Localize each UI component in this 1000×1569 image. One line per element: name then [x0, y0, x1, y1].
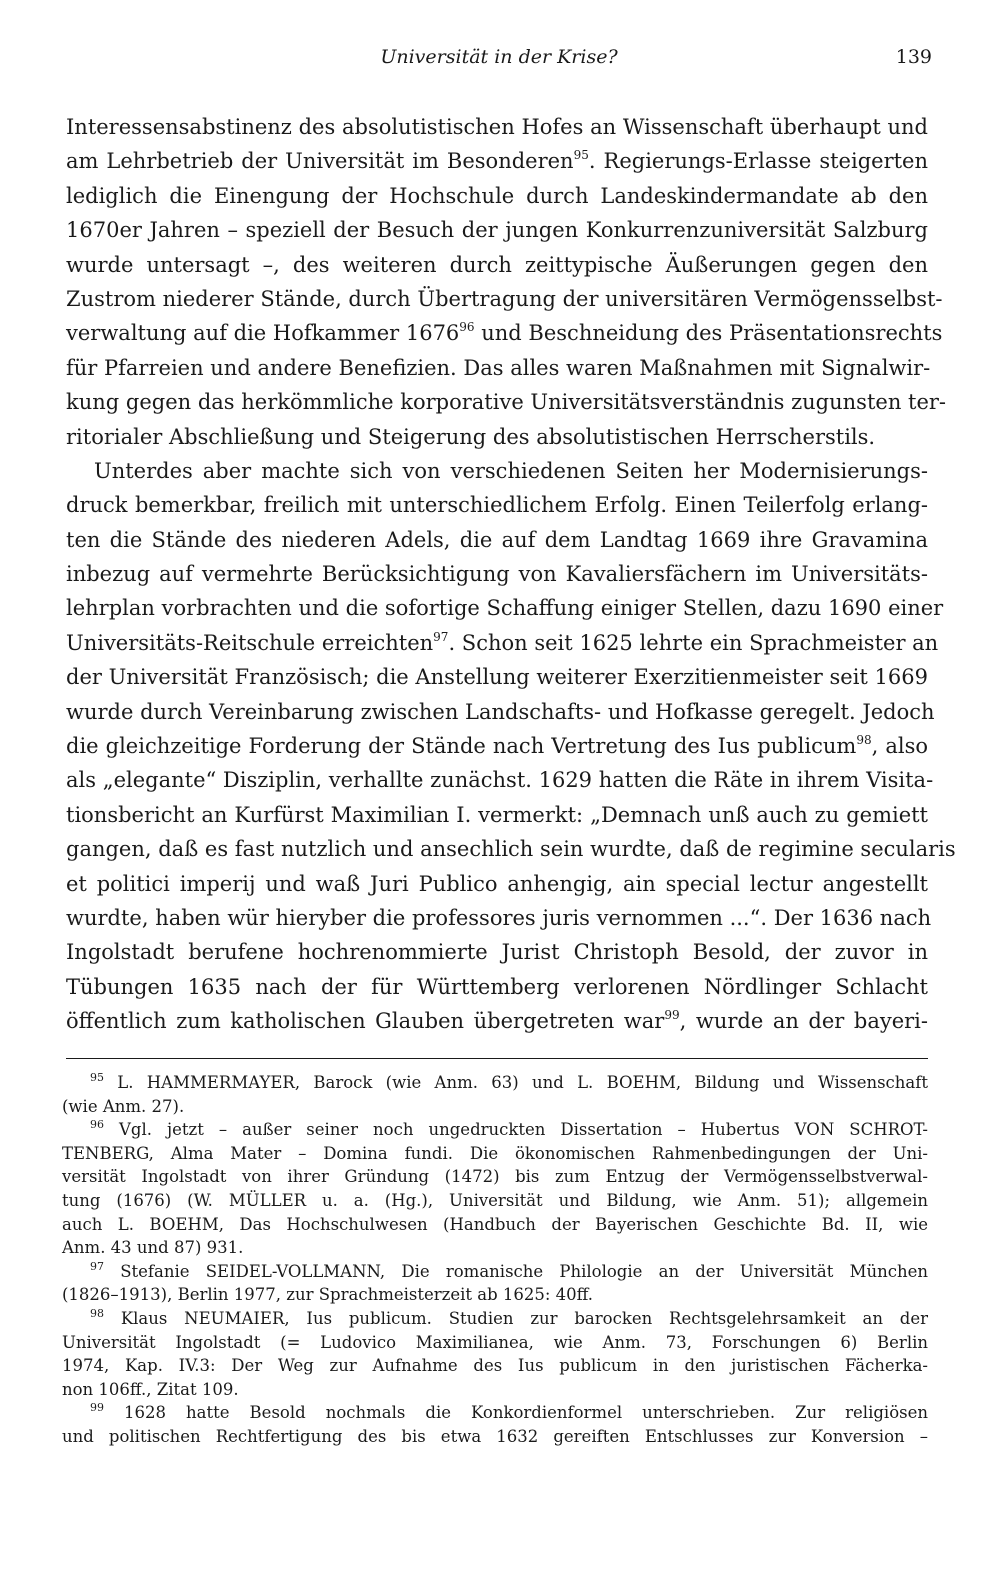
page-number: 139 [895, 46, 932, 68]
running-head [66, 42, 932, 72]
footnote-rule [66, 1058, 928, 1059]
body-line: inbezug auf vermehrte Berücksichtigung von Kavaliersfächern im Universitäts- [66, 562, 928, 587]
body-line: wurde durch Vereinbarung zwischen Landschafts- und Hofkasse geregelt. Jedoch [66, 699, 935, 724]
body-line: Zustrom niederer Stände, durch Übertragung der universitären Vermögensselbst- [66, 286, 943, 311]
running-title: Universität in der Krise? [380, 46, 618, 68]
body-line: Unterdes aber machte sich von verschiedenen Seiten her Modernisierungs- [94, 458, 928, 483]
footnote-line: Universität Ingolstadt (= Ludovico Maximilianea, wie Anm. 73, Forschungen 6) Berlin [62, 1332, 928, 1352]
body-line: Tübungen 1635 nach der für Württemberg verlorenen Nördlinger Schlacht [66, 974, 928, 999]
body-line: Universitäts-Reitschule erreichten$^{97}$. Schon seit 1625 lehrte ein Sprachmeister an [66, 629, 939, 655]
footnote-line: auch L. BOEHM, Das Hochschulwesen (Handbuch der Bayerischen Geschichte Bd. II, wie [62, 1214, 928, 1234]
footnote-ref: 98 [856, 733, 872, 748]
footnotes [62, 1071, 928, 1449]
body-line: 1670er Jahren – speziell der Besuch der jungen Konkurrenzuniversität Salzburg [66, 218, 928, 243]
body-text [66, 110, 956, 1039]
body-line: ritorialer Abschließung und Steigerung des absolutistischen Herrscherstils. [66, 424, 876, 449]
footnote-95: $^{95}$ L. HAMMERMAYER, Barock (wie Anm. 63) und L. BOEHM, Bildung und Wissenschaft [90, 1071, 928, 1092]
body-line: für Pfarreien und andere Benefizien. Das alles waren Maßnahmen mit Signalwir- [66, 355, 931, 380]
footnote-line: versität Ingolstadt von ihrer Gründung (1472) bis zum Entzug der Vermögensselbstverwal- [62, 1167, 928, 1187]
footnote-ref: 96 [459, 320, 475, 335]
body-line: et politici imperij und waß Juri Publico anhengig, ain special lectur angestellt [66, 871, 928, 896]
footnote-line: und politischen Rechtfertigung des bis etwa 1632 gereiften Entschlusses zur Konversion – [62, 1426, 928, 1446]
body-line: der Universität Französisch; die Anstellung weiterer Exerzitienmeister seit 1669 [66, 665, 928, 690]
body-line: als „elegante“ Disziplin, verhallte zunächst. 1629 hatten die Räte in ihrem Visita- [66, 768, 934, 793]
footnote-line: (wie Anm. 27). [62, 1096, 185, 1116]
footnote-line: (1826–1913), Berlin 1977, zur Sprachmeisterzeit ab 1625: 40ff. [62, 1285, 594, 1305]
body-line: wurdte, haben wür hieryber die professores juris vernommen ...“. Der 1636 nach [66, 905, 932, 930]
body-line: tionsbericht an Kurfürst Maximilian I. vermerkt: „Demnach unß auch zu gemiett [66, 802, 928, 827]
footnote-98: $^{98}$ Klaus NEUMAIER, Ius publicum. Studien zur barocken Rechtsgelehrsamkeit an der [90, 1306, 929, 1328]
body-line: lehrplan vorbrachten und die sofortige Schaffung einiger Stellen, dazu 1690 einer [66, 596, 944, 621]
footnote-97: $^{97}$ Stefanie SEIDEL-VOLLMANN, Die romanische Philologie an der Universität München [90, 1259, 928, 1281]
footnote-line: 1974, Kap. IV.3: Der Weg zur Aufnahme des Ius publicum in den juristischen Fächerka- [62, 1356, 928, 1376]
body-line: öffentlich zum katholischen Glauben übergetreten war$^{99}$, wurde an der bayeri- [66, 1008, 928, 1034]
body-line: die gleichzeitige Forderung der Stände nach Vertretung des Ius publicum$^{98}$, also [66, 733, 928, 759]
footnote-line: TENBERG, Alma Mater – Domina fundi. Die ökonomischen Rahmenbedingungen der Uni- [62, 1143, 928, 1163]
footnote-99: $^{99}$ 1628 hatte Besold nochmals die Konkordienformel unterschrieben. Zur religiösen [90, 1401, 928, 1423]
footnote-line: Anm. 43 und 87) 931. [62, 1238, 244, 1258]
body-line: kung gegen das herkömmliche korporative Universitätsverständnis zugunsten ter- [66, 390, 947, 415]
body-line: Interessensabstinenz des absolutistischen Hofes an Wissenschaft überhaupt und [66, 115, 928, 139]
body-line: Ingolstadt berufene hochrenommierte Jurist Christoph Besold, der zuvor in [66, 940, 928, 965]
body-line: druck bemerkbar, freilich mit unterschiedlichem Erfolg. Einen Teilerfolg erlang- [66, 493, 928, 518]
footnote-96: $^{96}$ Vgl. jetzt – außer seiner noch ungedruckten Dissertation – Hubertus VON SCHROT- [90, 1118, 928, 1140]
footnote-line: tung (1676) (W. MÜLLER u. a. (Hg.), Universität und Bildung, wie Anm. 51); allgemein [62, 1190, 928, 1210]
body-line: am Lehrbetrieb der Universität im Besonderen$^{95}$. Regierungs-Erlasse steigerten [66, 148, 928, 174]
footnote-line: non 106ff., Zitat 109. [62, 1379, 239, 1399]
footnote-ref: 95 [573, 148, 589, 163]
footnote-ref: 97 [433, 629, 449, 644]
footnote-ref: 99 [664, 1008, 680, 1023]
body-line: gangen, daß es fast nutzlich und ansechlich sein wurdte, daß de regimine secularis [66, 837, 956, 862]
body-line: wurde untersagt –, des weiteren durch zeittypische Äußerungen gegen den [66, 252, 928, 277]
body-line: lediglich die Einengung der Hochschule durch Landeskindermandate ab den [66, 183, 928, 208]
body-line: verwaltung auf die Hofkammer 1676$^{96}$ und Beschneidung des Präsentationsrechts [66, 320, 943, 346]
body-line: ten die Stände des niederen Adels, die auf dem Landtag 1669 ihre Gravamina [66, 527, 928, 552]
